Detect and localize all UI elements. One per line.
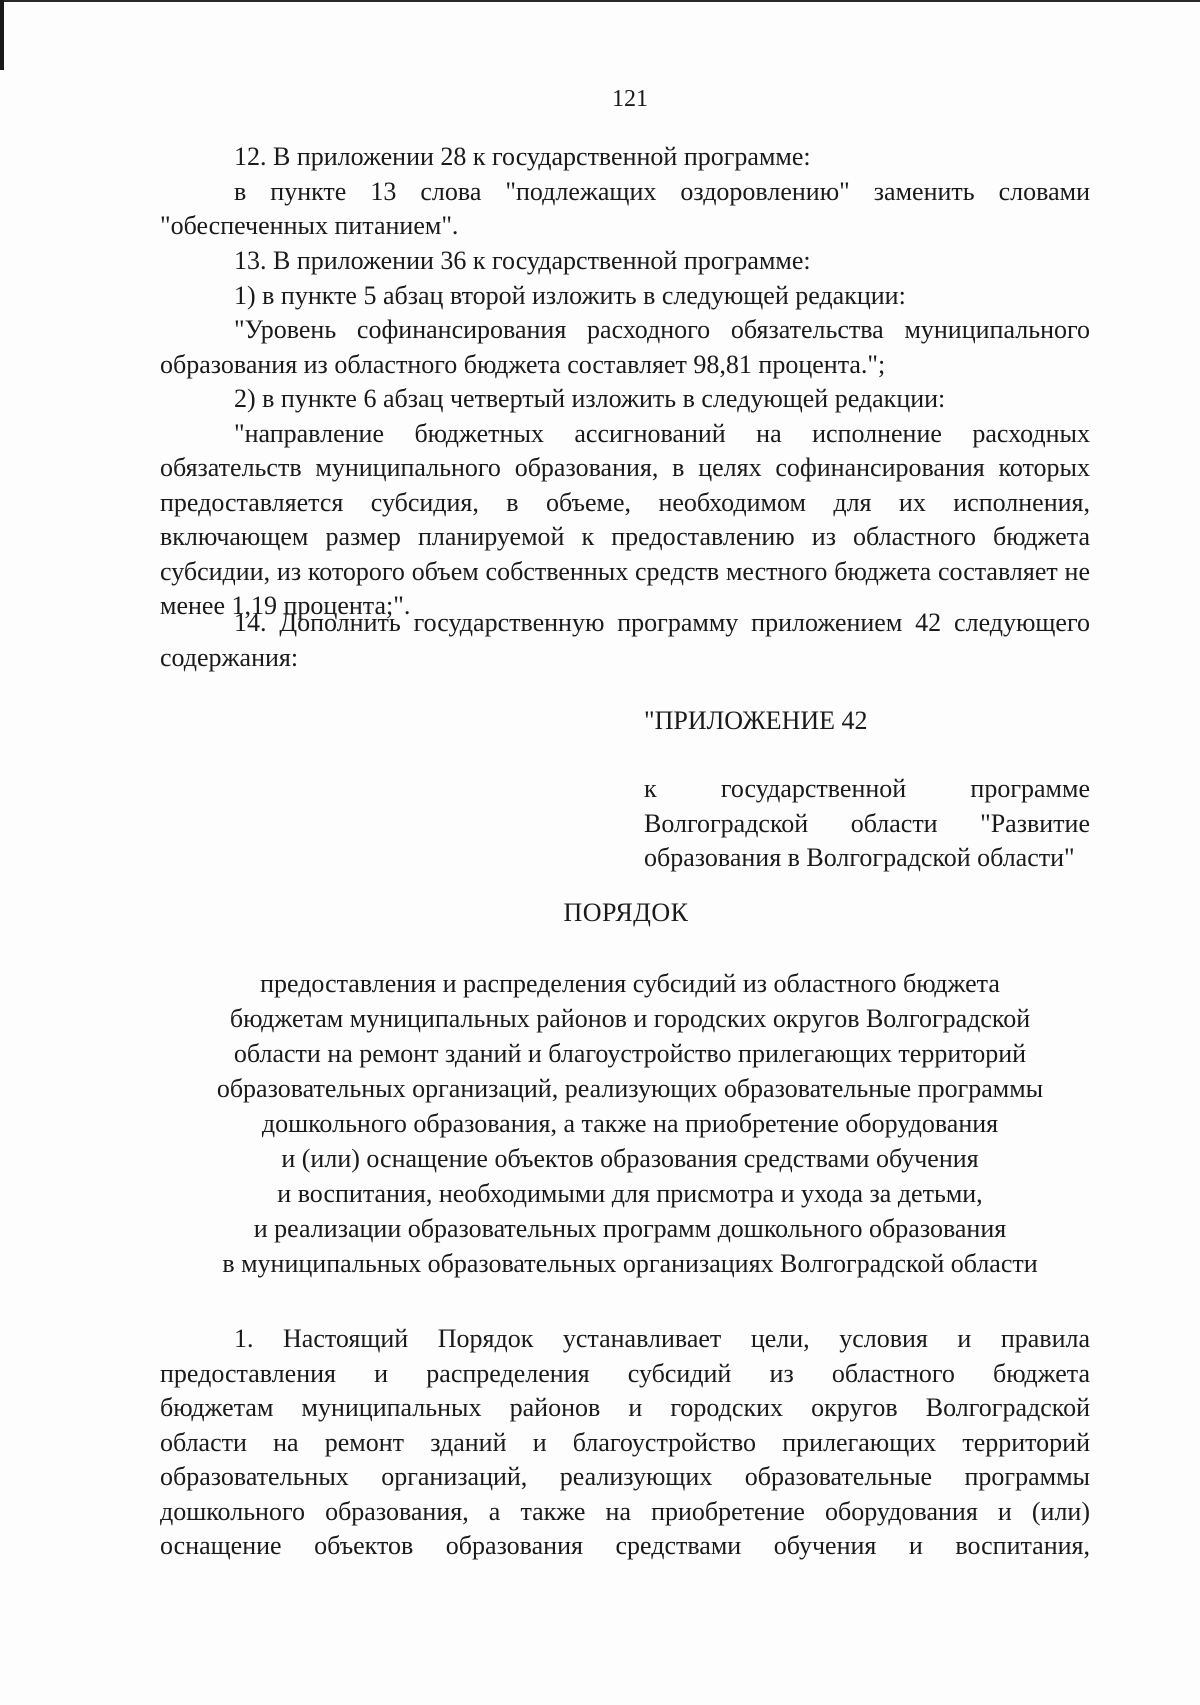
order-subtitle-line: и реализации образовательных программ дошкольного образования — [253, 1214, 1007, 1243]
order-subtitle-line: области на ремонт зданий и благоустройство прилегающих территорий — [233, 1039, 1027, 1068]
amendment-13-item-1-text: "Уровень софинансирования расходного обязательства муниципального образования из областного бюджета составляет 98,81 процента."; — [160, 315, 1090, 379]
section-1-line: образовательных организаций, реализующих образовательные программы — [160, 1462, 1090, 1491]
amendment-12-text: в пункте 13 слова "подлежащих оздоровлению" заменить словами "обеспеченных питанием". — [160, 176, 1090, 240]
order-subtitle-line: и (или) оснащение объектов образования средствами обучения — [281, 1144, 979, 1173]
annex-reference-line: образования в Волгоградской области" — [644, 843, 1075, 872]
order-subtitle-line: дошкольного образования, а также на приобретение оборудования — [261, 1109, 999, 1138]
section-1-line: области на ремонт зданий и благоустройство прилегающих территорий — [160, 1427, 1090, 1457]
order-subtitle-line: образовательных организаций, реализующих образовательные программы — [216, 1074, 1044, 1103]
amendment-12-heading: 12. В приложении 28 к государственной программе: — [234, 142, 811, 171]
order-title: ПОРЯДОК — [563, 898, 689, 927]
order-subtitle-line: в муниципальных образовательных организациях Волгоградской области — [222, 1249, 1038, 1278]
amendment-14 — [160, 606, 1090, 675]
order-subtitle-line: бюджетам муниципальных районов и городских округов Волгоградской — [229, 1004, 1031, 1033]
section-1-line: оснащение объектов образования средствами обучения и воспитания, — [160, 1531, 1090, 1560]
section-1-line: предоставления и распределения субсидий из областного бюджета — [160, 1358, 1090, 1388]
order-subtitle-line: предоставления и распределения субсидий из областного бюджета — [260, 969, 1000, 998]
section-1-line: бюджетам муниципальных районов и городских округов Волгоградской — [160, 1393, 1090, 1422]
scan-top-edge — [0, 0, 1200, 2]
order-subtitle-line: и воспитания, необходимыми для присмотра и ухода за детьми, — [277, 1179, 983, 1208]
amendment-14-heading: 14. Дополнить государственную программу приложением 42 следующего содержания: — [160, 608, 1090, 672]
section-1-line: 1. Настоящий Порядок устанавливает цели, условия и правила — [234, 1324, 1090, 1353]
amendment-13 — [160, 244, 1090, 624]
annex-reference-line: Волгоградской области "Развитие — [644, 808, 1090, 838]
scan-left-edge — [0, 0, 4, 70]
amendment-13-item-2-text: "направление бюджетных ассигнований на исполнение расходных обязательств муниципального образования, в целях софинансирования которых предоставляется субсидия, в объеме, необходимом для их исполнения, включающем размер планируемой к предоставлению из областного бюджета субсидии, из которого объем собственных средств местного бюджета составляет не менее 1,19 процента;". — [160, 418, 1090, 620]
amendment-12 — [160, 140, 1090, 244]
order-subtitle — [150, 966, 1110, 1281]
section-1-line: дошкольного образования, а также на приобретение оборудования и (или) — [160, 1496, 1090, 1526]
annex-reference-line: к государственной программе — [644, 774, 1090, 803]
amendment-13-heading: 13. В приложении 36 к государственной программе: — [234, 246, 811, 275]
amendment-13-item-2: 2) в пункте 6 абзац четвертый изложить в следующей редакции: — [234, 384, 946, 413]
annex-reference — [644, 772, 1090, 876]
order-section-1 — [160, 1322, 1090, 1564]
amendment-13-item-1: 1) в пункте 5 абзац второй изложить в следующей редакции: — [234, 280, 906, 310]
annex-title: "ПРИЛОЖЕНИЕ 42 — [644, 706, 868, 735]
page-number: 121 — [612, 86, 648, 112]
